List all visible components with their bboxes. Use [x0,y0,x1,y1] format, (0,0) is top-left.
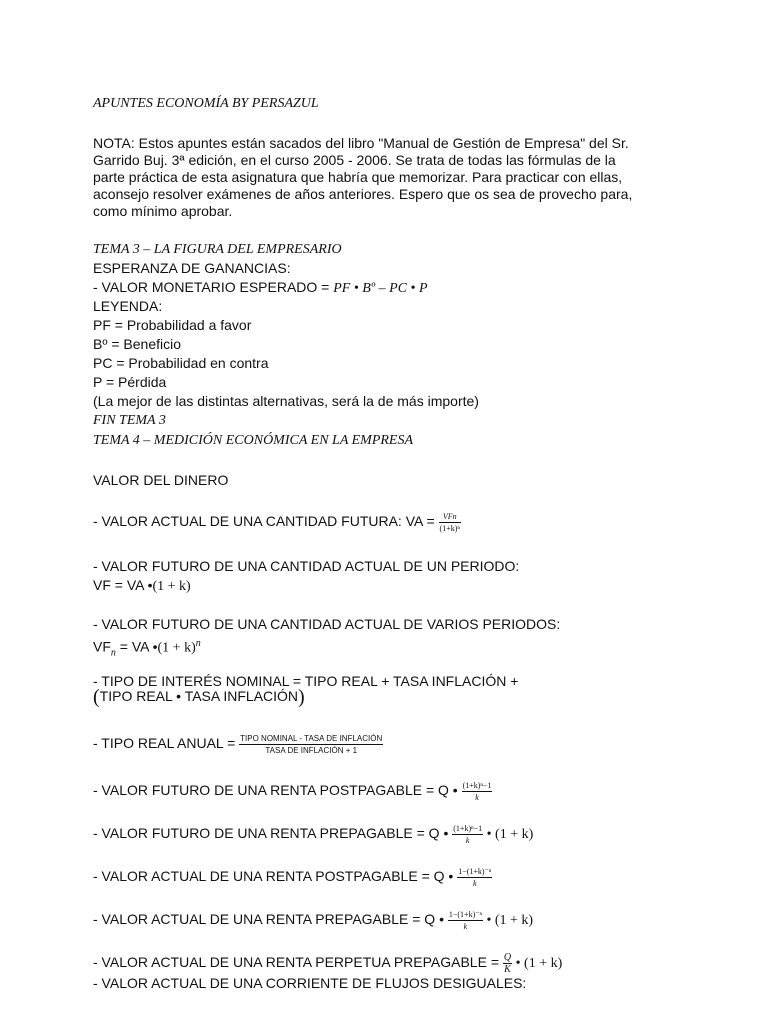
legend-item: PC = Probabilidad en contra [93,355,269,371]
vf-pre-tail: • (1 + k) [483,827,534,842]
vf-pre-fraction [452,824,483,845]
fraction-numerator: VFn [439,512,461,523]
va-pre-label: - VALOR ACTUAL DE UNA RENTA PREPAGABLE = Q • [93,911,444,927]
vfn-mid: = VA • [115,638,158,655]
vfn-label: - VALOR FUTURO DE UNA CANTIDAD ACTUAL DE VARIOS PERIODOS: [93,616,561,632]
tra-label: - TIPO REAL ANUAL = [93,735,240,751]
vme-formula-line [93,279,428,297]
va-pre-tail: • (1 + k) [482,913,534,928]
va-pre-fraction [448,910,483,931]
vf-pre-line [93,823,533,845]
va-formula-line [93,511,461,533]
tin-line-1: - TIPO DE INTERÉS NOMINAL = TIPO REAL + TASA INFLACIÓN + [93,673,519,689]
nota-line-1: NOTA: Estos apuntes están sacados del libro "Manual de Gestión de Empresa" del Sr. [93,135,629,151]
fraction-numerator: (1+k)ⁿ−1 [462,780,492,790]
fraction-numerator: Q [503,951,512,963]
fraction-denominator: k [465,835,470,845]
tra-fraction [239,734,383,755]
legend-item: PF = Probabilidad a favor [93,317,252,333]
vfn-left: VF [93,638,111,655]
vf1-label: - VALOR FUTURO DE UNA CANTIDAD ACTUAL DE UN PERIODO: [93,558,520,574]
vf-post-label: - VALOR FUTURO DE UNA RENTA POSTPAGABLE = Q • [93,782,458,798]
fin-tema3: FIN TEMA 3 [93,413,166,428]
vf-post-fraction [462,781,493,802]
va-pre-line [93,909,533,931]
fraction-denominator: K [504,963,511,975]
vf1-formula-math: (1 + k) [152,579,191,594]
valor-dinero-heading: VALOR DEL DINERO [93,472,229,488]
vme-formula: PF • Bº – PC • P [333,281,428,296]
fraction-numerator: TIPO NOMINAL - TASA DE INFLACIÓN [240,733,383,743]
tin-line-2 [93,688,305,706]
vf1-formula [93,577,191,595]
fraction-denominator: (1+k)ⁿ [439,523,460,533]
vfn-math: (1 + k) [157,640,196,656]
va-post-line [93,866,492,888]
fraction-denominator: k [463,921,468,931]
vf-post-line [93,780,492,802]
nota-line-4: aconsejo resolver exámenes de años anteriores. Espero que os sea de provecho para, [93,186,633,202]
document-title: APUNTES ECONOMÍA BY PERSAZUL [93,96,319,111]
va-label: - VALOR ACTUAL DE UNA CANTIDAD FUTURA: VA = [93,513,439,529]
leyenda-label: LEYENDA: [93,298,163,314]
fraction-numerator: 1−(1+k)⁻ⁿ [448,909,482,919]
tema3-note: (La mejor de las distintas alternativas, será la de más importe) [93,393,479,409]
paren-open-icon: ( [93,686,100,708]
vme-label: - VALOR MONETARIO ESPERADO = [93,279,334,295]
va-post-label: - VALOR ACTUAL DE UNA RENTA POSTPAGABLE = Q • [93,868,454,884]
nota-line-3: parte práctica de esta asignatura que habría que memorizar. Para practicar con ellas, [93,169,623,185]
va-fraction [439,512,461,533]
perp-fraction [503,953,512,974]
vfn-superscript: n [195,638,201,649]
nota-line-5: como mínimo aprobar. [93,203,233,219]
paren-close-icon: ) [298,686,305,708]
vfn-subscript: n [110,647,116,659]
legend-item: Bº = Beneficio [93,336,181,352]
fraction-denominator: k [472,878,477,888]
legend-item: P = Pérdida [93,374,167,390]
nota-line-2: Garrido Buj. 3ª edición, en el curso 2005 - 2006. Se trata de todas las fórmulas de la [93,152,616,168]
vfn-formula [93,635,201,661]
fraction-numerator: 1−(1+k)⁻ⁿ [458,866,492,876]
tra-formula-line [93,733,383,755]
tema3-heading: TEMA 3 – LA FIGURA DEL EMPRESARIO [93,242,342,257]
tema3-subheading: ESPERANZA DE GANANCIAS: [93,260,291,276]
vf-pre-label: - VALOR FUTURO DE UNA RENTA PREPAGABLE = Q • [93,825,449,841]
fraction-denominator: k [475,792,479,802]
va-post-fraction [457,867,492,888]
vf1-formula-text: VF = VA • [93,577,153,593]
perp-line [93,952,562,974]
perp-label: - VALOR ACTUAL DE UNA RENTA PERPETUA PREPAGABLE = [93,954,503,970]
fraction-numerator: (1+k)ⁿ−1 [453,823,483,833]
perp-tail: • (1 + k) [512,956,563,971]
flujos-label: - VALOR ACTUAL DE UNA CORRIENTE DE FLUJOS DESIGUALES: [93,975,527,991]
tema4-heading: TEMA 4 – MEDICIÓN ECONÓMICA EN LA EMPRESA [93,433,414,448]
fraction-denominator: TASA DE INFLACIÓN + 1 [265,745,358,755]
tin-line-2-text: TIPO REAL • TASA INFLACIÓN [99,688,299,704]
